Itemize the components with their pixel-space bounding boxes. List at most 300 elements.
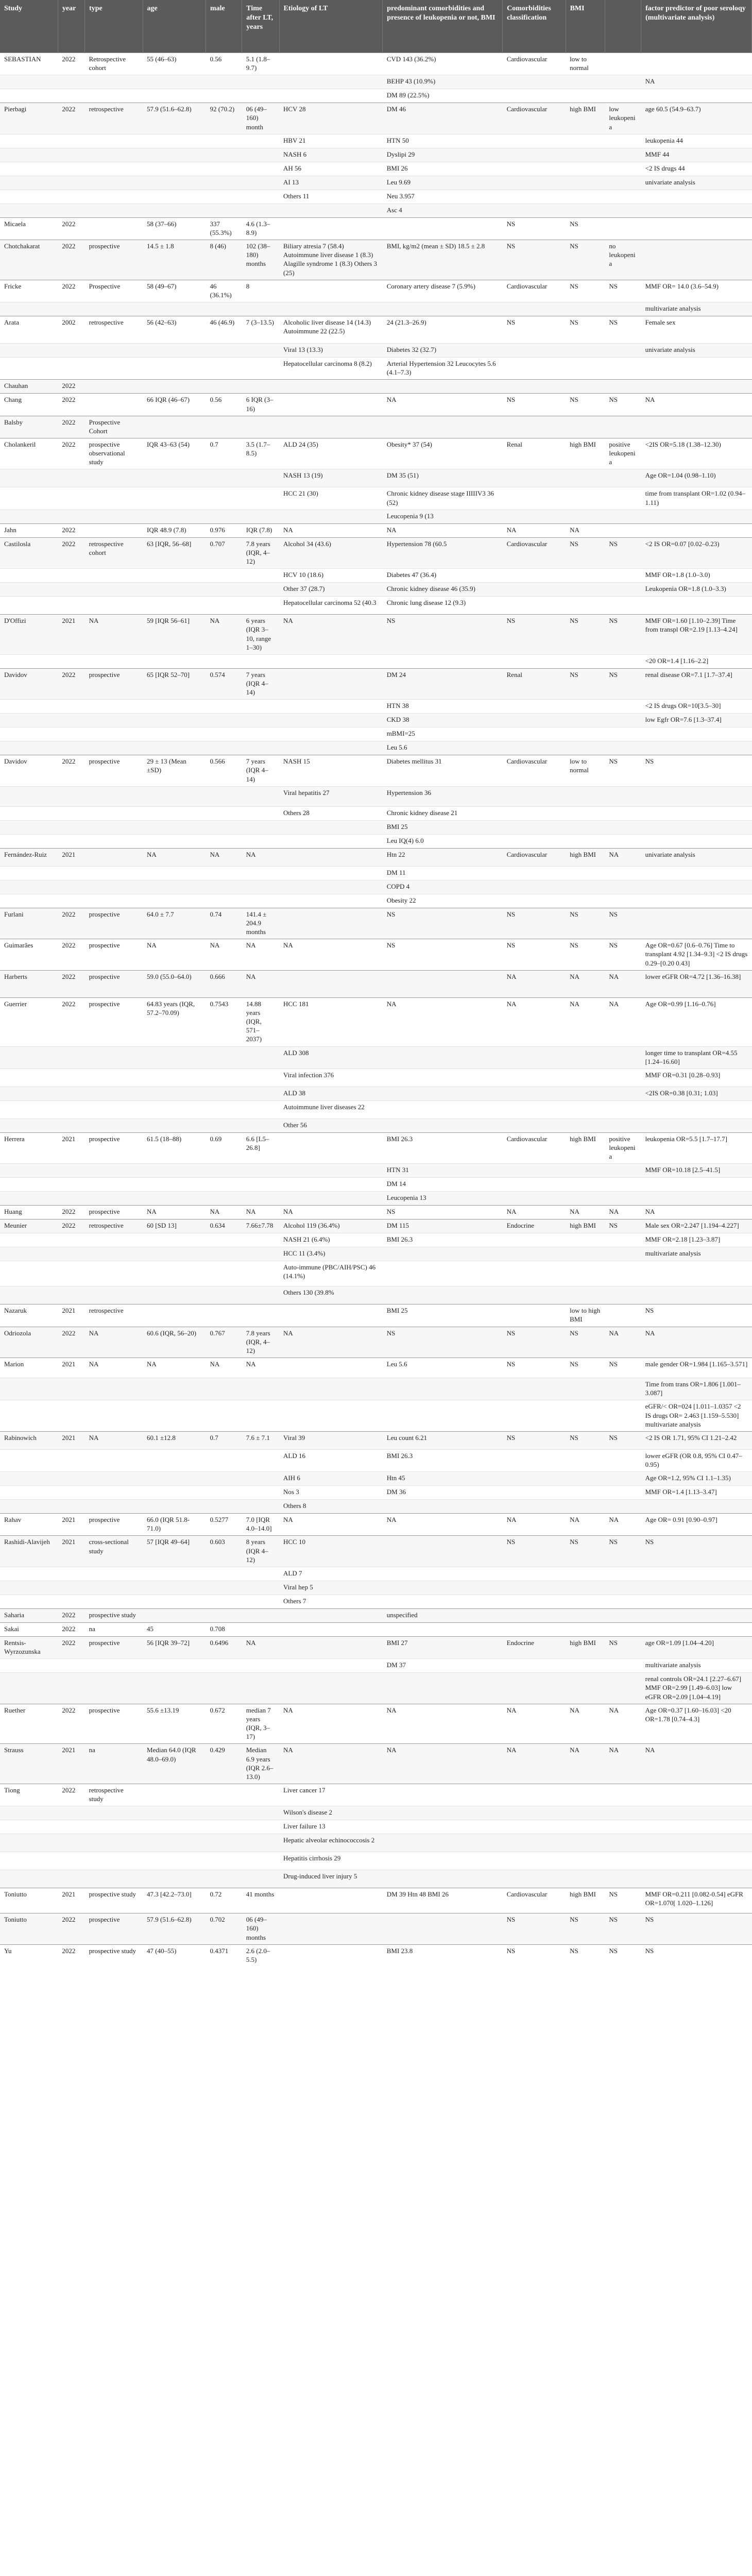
cell-predictor: renal disease OR=7.1 [1.7–37.4] [641,668,752,699]
cell-type: retrospective cohort [85,537,143,568]
cell-comorbidities [383,1595,503,1608]
cell-etiology: ALD 16 [279,1449,383,1471]
cell-time-after-lt: 6.6 [L5–26.8] [242,1132,279,1163]
cell-bmi [566,469,605,487]
cell-study [0,1581,58,1595]
cell-type: prospective [85,1514,143,1536]
table-row [0,1100,752,1118]
cell-study: Fricke [0,280,58,302]
cell-year [58,894,84,908]
cell-time-after-lt [242,654,279,668]
cell-bmi: NS [566,939,605,970]
cell-etiology: NASH 6 [279,148,383,162]
cell-predictor: MMF OR=10.18 [2.5–41.5] [641,1164,752,1178]
cell-type: NA [85,615,143,655]
table-row [0,654,752,668]
cell-type [85,741,143,755]
cell-bmi: NA [566,970,605,997]
cell-predictor [641,523,752,537]
cell-year: 2022 [58,1784,84,1806]
cell-male [206,1581,242,1595]
cell-comorbidities: 24 (21.3–26.9) [383,316,503,344]
cell-male [206,597,242,615]
cell-bmi [566,1233,605,1247]
cell-study [0,880,58,894]
cell-bmi [566,1581,605,1595]
cell-predictor: MMF OR= 14.0 (3.6–54.9) [641,280,752,302]
cell-leukopenia [605,806,641,820]
cell-male [206,583,242,597]
cell-comorbidities [383,1500,503,1514]
table-row [0,523,752,537]
cell-comorbidities: Diabetes 32 (32.7) [383,344,503,358]
cell-predictor: Age OR=1.2, 95% CI 1.1–1.35) [641,1472,752,1486]
cell-etiology [279,394,383,416]
table-row [0,1358,752,1378]
table-row [0,894,752,908]
cell-time-after-lt [242,1486,279,1500]
cell-age [143,176,206,190]
table-row [0,1192,752,1206]
cell-bmi: NS [566,615,605,655]
table-row [0,1304,752,1327]
cell-etiology: Alcoholic liver disease 14 (14.3) Autoimmune 22 (22.5) [279,316,383,344]
cell-bmi [566,786,605,806]
cell-predictor [641,1834,752,1852]
cell-predictor [641,1820,752,1834]
cell-predictor: Leukopenia OR=1.8 (1.0–3.3) [641,583,752,597]
cell-predictor [641,894,752,908]
cell-classification [503,1178,566,1192]
cell-time-after-lt [242,416,279,438]
cell-age [143,1870,206,1888]
cell-type [85,1852,143,1870]
cell-etiology [279,1378,383,1400]
cell-age [143,700,206,714]
cell-predictor: MMF OR=0.31 [0.28–0.93] [641,1069,752,1087]
cell-study: Toniutto [0,1913,58,1944]
cell-bmi [566,1806,605,1820]
cell-classification: NS [503,1431,566,1449]
cell-leukopenia [605,727,641,741]
cell-classification: Cardiovascular [503,1132,566,1163]
cell-classification [503,1622,566,1636]
cell-study [0,654,58,668]
cell-time-after-lt: 5.1 (1.8–9.7) [242,53,279,75]
cell-study [0,1486,58,1500]
cell-male [206,1820,242,1834]
cell-predictor [641,741,752,755]
cell-time-after-lt: 2.6 (2.0–5.5) [242,1944,279,1967]
cell-etiology: Other 37 (28.7) [279,583,383,597]
table-row [0,1046,752,1069]
cell-classification [503,1046,566,1069]
cell-leukopenia [605,1567,641,1581]
cell-bmi [566,1784,605,1806]
cell-bmi [566,190,605,204]
cell-classification [503,583,566,597]
cell-age [143,806,206,820]
cell-age: 47.3 [42.2–73.0] [143,1888,206,1913]
cell-year [58,1100,84,1118]
cell-classification [503,1608,566,1622]
cell-time-after-lt [242,1472,279,1486]
cell-classification: NS [503,1358,566,1378]
cell-year [58,162,84,176]
cell-age: NA [143,939,206,970]
table-row [0,1636,752,1658]
cell-leukopenia [605,1286,641,1304]
cell-male [206,134,242,148]
cell-type [85,1834,143,1852]
cell-leukopenia: positive leukopenia [605,438,641,469]
cell-study: Strauss [0,1744,58,1784]
table-row [0,1944,752,1967]
cell-etiology [279,820,383,834]
cell-leukopenia [605,1233,641,1247]
cell-predictor: NA [641,394,752,416]
cell-classification [503,380,566,394]
cell-study: Pierbagi [0,103,58,134]
cell-leukopenia [605,53,641,75]
cell-bmi: NA [566,997,605,1046]
cell-comorbidities: Leu 5.6 [383,1358,503,1378]
cell-etiology: Wilson's disease 2 [279,1806,383,1820]
cell-comorbidities: DM 35 (51) [383,469,503,487]
cell-male [206,834,242,848]
cell-age [143,204,206,217]
cell-etiology: NA [279,939,383,970]
cell-classification [503,597,566,615]
cell-etiology: Auto-immune (PBC/AIH/PSC) 46 (14.1%) [279,1261,383,1286]
cell-bmi [566,700,605,714]
cell-year: 2022 [58,1608,84,1622]
cell-classification: Endocrine [503,1636,566,1658]
cell-time-after-lt [242,1261,279,1286]
cell-classification: NS [503,316,566,344]
cell-year: 2022 [58,939,84,970]
cell-etiology [279,204,383,217]
cell-study [0,204,58,217]
cell-classification: NS [503,1944,566,1967]
cell-year [58,1261,84,1286]
cell-etiology: Alcohol 34 (43.6) [279,537,383,568]
cell-study [0,1378,58,1400]
cell-leukopenia: NA [605,1744,641,1784]
cell-classification: NS [503,1913,566,1944]
cell-etiology: HCV 28 [279,103,383,134]
cell-study [0,1261,58,1286]
cell-male [206,344,242,358]
table-row [0,302,752,316]
cell-study: Herrera [0,1132,58,1163]
cell-study: Guimarães [0,939,58,970]
table-row [0,583,752,597]
cell-leukopenia [605,1834,641,1852]
cell-type [85,394,143,416]
cell-type [85,1192,143,1206]
cell-bmi [566,162,605,176]
cell-year [58,1046,84,1069]
cell-comorbidities: Leu IQ(4) 6.0 [383,834,503,848]
cell-type: prospective study [85,1944,143,1967]
cell-bmi [566,1622,605,1636]
cell-age: 59.0 (55.0–64.0) [143,970,206,997]
cell-male [206,880,242,894]
cell-age [143,469,206,487]
cell-male [206,469,242,487]
cell-bmi [566,1164,605,1178]
cell-classification: Cardiovascular [503,53,566,75]
cell-type [85,820,143,834]
cell-comorbidities: BMI 27 [383,1636,503,1658]
cell-age [143,569,206,583]
cell-male [206,894,242,908]
cell-predictor [641,1567,752,1581]
cell-etiology: Nos 3 [279,1486,383,1500]
cell-leukopenia [605,358,641,380]
cell-leukopenia [605,1046,641,1069]
cell-etiology [279,880,383,894]
cell-etiology: ALD 7 [279,1567,383,1581]
cell-male [206,1304,242,1327]
cell-leukopenia [605,1400,641,1431]
cell-etiology: HCC 21 (30) [279,487,383,510]
cell-male [206,1472,242,1486]
cell-year [58,469,84,487]
cell-etiology: HCC 181 [279,997,383,1046]
cell-age [143,1261,206,1286]
cell-male [206,162,242,176]
table-row [0,806,752,820]
cell-type: prospective observational study [85,438,143,469]
cell-type: retrospective study [85,1784,143,1806]
table-row [0,1400,752,1431]
cell-comorbidities: BMI, kg/m2 (mean ± SD) 18.5 ± 2.8 [383,240,503,280]
cell-age [143,1069,206,1087]
cell-leukopenia [605,1595,641,1608]
cell-comorbidities: Leu count 6.21 [383,1431,503,1449]
cell-classification [503,1567,566,1581]
cell-classification [503,880,566,894]
cell-comorbidities: Chronic kidney disease 46 (35.9) [383,583,503,597]
cell-type: retrospective [85,1304,143,1327]
cell-leukopenia [605,1247,641,1261]
cell-classification [503,1834,566,1852]
cell-etiology [279,1178,383,1192]
cell-predictor: MMF 44 [641,148,752,162]
cell-leukopenia: NS [605,1536,641,1567]
cell-comorbidities: NS [383,615,503,655]
cell-type: Prospective Cohort [85,416,143,438]
cell-time-after-lt [242,1581,279,1595]
cell-predictor: low Egfr OR=7.6 [1.3–37.4] [641,714,752,727]
cell-etiology: Hepatic alveolar echinococcosis 2 [279,1834,383,1852]
cell-study [0,1046,58,1069]
table-row [0,204,752,217]
cell-time-after-lt: NA [242,1206,279,1219]
cell-etiology: Drug-induced liver injury 5 [279,1870,383,1888]
table-row [0,755,752,786]
cell-year: 2022 [58,997,84,1046]
cell-time-after-lt [242,1834,279,1852]
cell-year [58,727,84,741]
cell-classification: NS [503,1327,566,1358]
cell-classification: NS [503,615,566,655]
cell-bmi [566,834,605,848]
table-row [0,344,752,358]
cell-classification [503,1400,566,1431]
cell-age [143,1486,206,1500]
cell-bmi [566,1500,605,1514]
cell-time-after-lt [242,834,279,848]
cell-classification: NA [503,1704,566,1744]
table-row [0,1500,752,1514]
cell-study [0,469,58,487]
table-row [0,103,752,134]
cell-type [85,1870,143,1888]
cell-leukopenia [605,1820,641,1834]
cell-leukopenia: NS [605,280,641,302]
cell-male: 0.7 [206,1431,242,1449]
cell-time-after-lt [242,1784,279,1806]
cell-year: 2022 [58,280,84,302]
cell-leukopenia: NS [605,1944,641,1967]
cell-study: Castilosla [0,537,58,568]
cell-bmi [566,358,605,380]
cell-classification: NA [503,970,566,997]
cell-type [85,510,143,523]
cell-time-after-lt [242,190,279,204]
cell-leukopenia [605,714,641,727]
cell-bmi [566,1069,605,1087]
cell-etiology: NA [279,1744,383,1784]
cell-study [0,487,58,510]
cell-bmi [566,1595,605,1608]
cell-study: D'Offizi [0,615,58,655]
table-row [0,714,752,727]
cell-male [206,190,242,204]
cell-age: 64.83 years (IQR, 57.2–70.09) [143,997,206,1046]
cell-year [58,1852,84,1870]
cell-male: 0.566 [206,755,242,786]
cell-type: prospective [85,755,143,786]
cell-male: 0.74 [206,908,242,939]
cell-type [85,727,143,741]
cell-etiology [279,727,383,741]
cell-predictor [641,786,752,806]
cell-time-after-lt [242,1233,279,1247]
cell-age [143,344,206,358]
cell-predictor: univariate analysis [641,344,752,358]
cell-age: 57.9 (51.6–62.8) [143,1913,206,1944]
cell-age: 60.6 (IQR, 56–20) [143,1327,206,1358]
cell-study [0,727,58,741]
cell-year [58,1118,84,1132]
cell-comorbidities: DM 36 [383,1486,503,1500]
cell-predictor: MMF OR=0.211 [0.082-0.54] eGFR OR=1.070[ 1.020–1.126] [641,1888,752,1913]
cell-year: 2021 [58,1536,84,1567]
cell-year [58,1659,84,1673]
cell-time-after-lt [242,1595,279,1608]
cell-study: Fernández-Ruiz [0,848,58,866]
cell-etiology: NA [279,1704,383,1744]
cell-study: Huang [0,1206,58,1219]
table-row [0,727,752,741]
table-row [0,1659,752,1673]
cell-bmi: NS [566,394,605,416]
cell-classification [503,820,566,834]
table-row [0,866,752,880]
cell-time-after-lt [242,700,279,714]
table-row [0,1087,752,1100]
cell-time-after-lt: 7.0 [IQR 4.0–14.0] [242,1514,279,1536]
cell-male [206,1118,242,1132]
cell-year [58,583,84,597]
cell-age [143,1595,206,1608]
cell-leukopenia [605,1449,641,1471]
cell-bmi [566,344,605,358]
cell-etiology: NASH 13 (19) [279,469,383,487]
cell-predictor: <2 IS OR=0.07 [0.02–0.23) [641,537,752,568]
cell-etiology: HCC 11 (3.4%) [279,1247,383,1261]
cell-time-after-lt: 102 (38–180) months [242,240,279,280]
table-row [0,997,752,1046]
cell-type [85,866,143,880]
cell-type: prospective [85,970,143,997]
cell-year [58,1192,84,1206]
cell-classification: NS [503,1536,566,1567]
cell-time-after-lt: NA [242,939,279,970]
cell-classification [503,1659,566,1673]
cell-age [143,1834,206,1852]
cell-male: 0.69 [206,1132,242,1163]
cell-age: IQR 43–63 (54) [143,438,206,469]
cell-bmi [566,1449,605,1471]
cell-type [85,1400,143,1431]
cell-etiology [279,1132,383,1163]
cell-time-after-lt [242,162,279,176]
cell-male [206,1164,242,1178]
cell-leukopenia [605,176,641,190]
cell-study: Nazaruk [0,1304,58,1327]
cell-type [85,134,143,148]
cell-age [143,1087,206,1100]
cell-classification [503,700,566,714]
cell-study [0,344,58,358]
cell-study [0,1178,58,1192]
cell-bmi [566,1870,605,1888]
table-row [0,1514,752,1536]
cell-etiology [279,714,383,727]
cell-study: Arata [0,316,58,344]
cell-age [143,75,206,89]
table-row [0,487,752,510]
cell-year [58,1247,84,1261]
cell-bmi [566,894,605,908]
cell-male [206,1449,242,1471]
cell-classification: Cardiovascular [503,280,566,302]
cell-age [143,1100,206,1118]
cell-leukopenia [605,204,641,217]
cell-classification [503,714,566,727]
cell-classification [503,1247,566,1261]
cell-leukopenia [605,89,641,103]
cell-etiology [279,654,383,668]
cell-comorbidities: CKD 38 [383,714,503,727]
cell-year: 2022 [58,53,84,75]
cell-etiology: NA [279,615,383,655]
